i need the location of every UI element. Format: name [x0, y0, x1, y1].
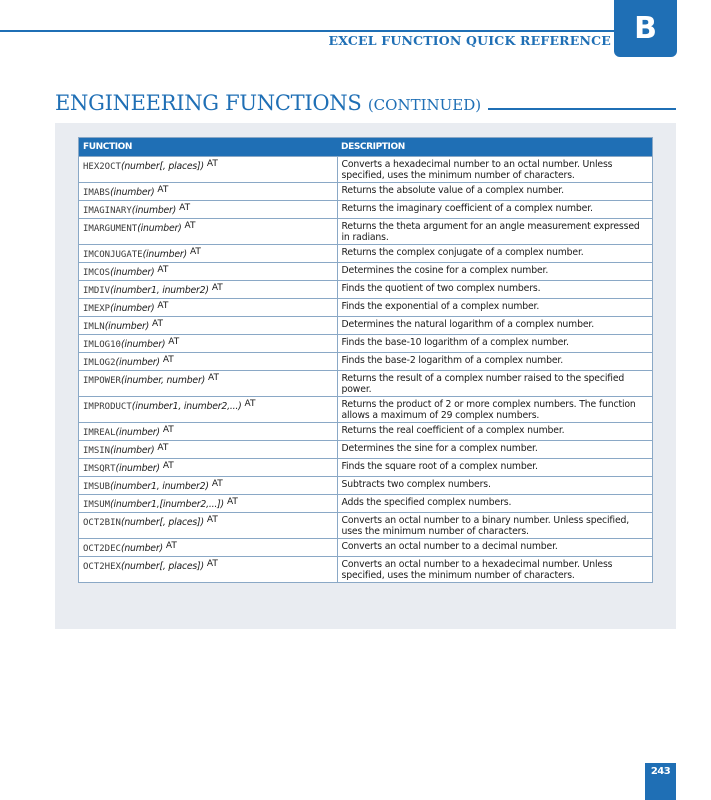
function-args: (inumber): [115, 357, 160, 368]
at-tag: AT: [244, 399, 256, 409]
function-args: (inumber): [110, 187, 155, 198]
function-name: IMSQRT: [83, 464, 116, 474]
title-rule: [488, 108, 676, 110]
table-row: [79, 397, 652, 423]
table-row: [79, 557, 652, 583]
table-row: [79, 299, 652, 317]
function-name: IMCONJUGATE: [83, 250, 143, 260]
description-cell: Subtracts two complex numbers.: [337, 477, 652, 495]
function-args: (inumber): [142, 249, 187, 260]
description-cell: Determines the cosine for a complex number.: [337, 263, 652, 281]
page-title: [55, 91, 481, 115]
function-args: (inumber): [137, 223, 182, 234]
table-row: [79, 263, 652, 281]
page-title-sub: (CONTINUED): [367, 96, 482, 114]
description-cell: Converts an octal number to a hexadecimal number. Unless specified, uses the minimum number of characters.: [337, 557, 652, 583]
at-tag: AT: [157, 443, 169, 453]
function-cell: [79, 299, 337, 317]
table-row: [79, 335, 652, 353]
description-cell: Returns the theta argument for an angle measurement expressed in radians.: [337, 219, 652, 245]
header-rule: [0, 30, 622, 32]
function-cell: [79, 201, 337, 219]
function-cell: [79, 495, 337, 513]
column-header-description: DESCRIPTION: [337, 138, 652, 157]
function-args: (inumber): [131, 205, 177, 216]
at-tag: AT: [179, 203, 191, 213]
table-row: [79, 201, 652, 219]
description-cell: Returns the product of 2 or more complex numbers. The function allows a maximum of 29 complex numbers.: [337, 397, 652, 423]
description-cell: Finds the base-10 logarithm of a complex number.: [337, 335, 652, 353]
table-row: [79, 245, 652, 263]
description-cell: Finds the square root of a complex number.: [337, 459, 652, 477]
table-row: [79, 539, 652, 557]
table-row: [79, 219, 652, 245]
at-tag: AT: [211, 479, 223, 489]
function-name: HEX2OCT: [83, 162, 121, 172]
function-cell: [79, 513, 337, 539]
page-title-main: ENGINEERING FUNCTIONS: [55, 91, 362, 115]
function-args: (inumber1, inumber2): [110, 481, 209, 492]
description-cell: Determines the sine for a complex number.: [337, 441, 652, 459]
at-tag: AT: [206, 559, 218, 569]
table-body: [79, 157, 652, 583]
function-name: IMREAL: [83, 428, 116, 438]
function-cell: [79, 219, 337, 245]
at-tag: AT: [162, 355, 174, 365]
function-name: IMLN: [83, 322, 105, 332]
table-row: [79, 477, 652, 495]
function-cell: [79, 263, 337, 281]
at-tag: AT: [168, 337, 180, 347]
function-args: (inumber): [115, 427, 160, 438]
function-args: (number): [120, 543, 163, 554]
function-cell: [79, 423, 337, 441]
function-args: (inumber): [110, 445, 155, 456]
function-cell: [79, 245, 337, 263]
at-tag: AT: [152, 319, 163, 329]
function-name: IMPRODUCT: [83, 402, 132, 412]
function-args: (inumber1,[inumber2,...]): [110, 499, 224, 510]
description-cell: Returns the absolute value of a complex number.: [337, 183, 652, 201]
table-row: [79, 495, 652, 513]
description-cell: Finds the exponential of a complex number.: [337, 299, 652, 317]
description-cell: Converts a hexadecimal number to an octal number. Unless specified, uses the minimum number of characters.: [337, 157, 652, 183]
table-row: [79, 371, 652, 397]
function-cell: [79, 317, 337, 335]
function-args: (inumber1, inumber2,...): [131, 401, 242, 412]
function-cell: [79, 371, 337, 397]
function-cell: [79, 353, 337, 371]
at-tag: AT: [157, 265, 169, 275]
function-name: IMSUB: [83, 482, 111, 492]
function-table: [78, 137, 653, 583]
at-tag: AT: [208, 373, 219, 383]
function-name: IMDIV: [83, 286, 111, 296]
table-row: [79, 423, 652, 441]
table-row: [79, 441, 652, 459]
table-row: [79, 281, 652, 299]
function-cell: [79, 539, 337, 557]
at-tag: AT: [157, 301, 169, 311]
description-cell: Returns the real coefficient of a complex number.: [337, 423, 652, 441]
function-args: (inumber): [110, 267, 155, 278]
function-args: (inumber): [120, 339, 166, 350]
function-cell: [79, 335, 337, 353]
function-args: (inumber1, inumber2): [110, 285, 209, 296]
table-row: [79, 513, 652, 539]
function-name: IMABS: [83, 188, 111, 198]
at-tag: AT: [162, 461, 174, 471]
function-name: IMEXP: [83, 304, 111, 314]
function-name: IMLOG2: [83, 358, 116, 368]
description-cell: Returns the imaginary coefficient of a complex number.: [337, 201, 652, 219]
at-tag: AT: [165, 541, 177, 551]
appendix-tab: [614, 0, 677, 57]
at-tag: AT: [206, 159, 218, 169]
table-row: [79, 353, 652, 371]
table-row: [79, 183, 652, 201]
function-cell: [79, 557, 337, 583]
function-name: IMPOWER: [83, 376, 121, 386]
description-cell: Returns the complex conjugate of a complex number.: [337, 245, 652, 263]
description-cell: Adds the specified complex numbers.: [337, 495, 652, 513]
at-tag: AT: [226, 497, 238, 507]
at-tag: AT: [157, 185, 169, 195]
function-cell: [79, 157, 337, 183]
function-args: (number[, places]): [120, 561, 204, 572]
function-args: (inumber): [110, 303, 155, 314]
at-tag: AT: [189, 247, 201, 257]
function-args: (number[, places]): [120, 517, 204, 528]
function-args: (inumber): [104, 321, 150, 332]
at-tag: AT: [162, 425, 174, 435]
function-name: OCT2HEX: [83, 562, 121, 572]
function-cell: [79, 459, 337, 477]
function-cell: [79, 183, 337, 201]
function-name: IMCOS: [83, 268, 111, 278]
running-header: EXCEL FUNCTION QUICK REFERENCE: [328, 33, 611, 48]
page-number-tab: [645, 763, 676, 800]
description-cell: Finds the quotient of two complex numbers.: [337, 281, 652, 299]
page-number: 243: [650, 766, 671, 777]
table-row: [79, 317, 652, 335]
description-cell: Determines the natural logarithm of a complex number.: [337, 317, 652, 335]
function-name: OCT2BIN: [83, 518, 121, 528]
function-args: (inumber): [115, 463, 160, 474]
function-args: (number[, places]): [120, 161, 204, 172]
function-args: (inumber, number): [120, 375, 205, 386]
at-tag: AT: [211, 283, 223, 293]
appendix-letter: B: [634, 10, 657, 46]
table-row: [79, 157, 652, 183]
function-name: IMARGUMENT: [83, 224, 138, 234]
at-tag: AT: [184, 221, 196, 231]
function-name: IMAGINARY: [83, 206, 132, 216]
function-name: IMSIN: [83, 446, 111, 456]
description-cell: Returns the result of a complex number raised to the specified power.: [337, 371, 652, 397]
function-cell: [79, 281, 337, 299]
description-cell: Converts an octal number to a binary number. Unless specified, uses the minimum number of characters.: [337, 513, 652, 539]
at-tag: AT: [206, 515, 218, 525]
description-cell: Converts an octal number to a decimal number.: [337, 539, 652, 557]
function-cell: [79, 441, 337, 459]
function-name: IMLOG10: [83, 340, 121, 350]
function-name: OCT2DEC: [83, 544, 121, 554]
function-cell: [79, 397, 337, 423]
table-row: [79, 459, 652, 477]
table-header-row: [79, 138, 652, 157]
function-name: IMSUM: [83, 500, 111, 510]
description-cell: Finds the base-2 logarithm of a complex number.: [337, 353, 652, 371]
function-cell: [79, 477, 337, 495]
column-header-function: FUNCTION: [79, 138, 337, 157]
